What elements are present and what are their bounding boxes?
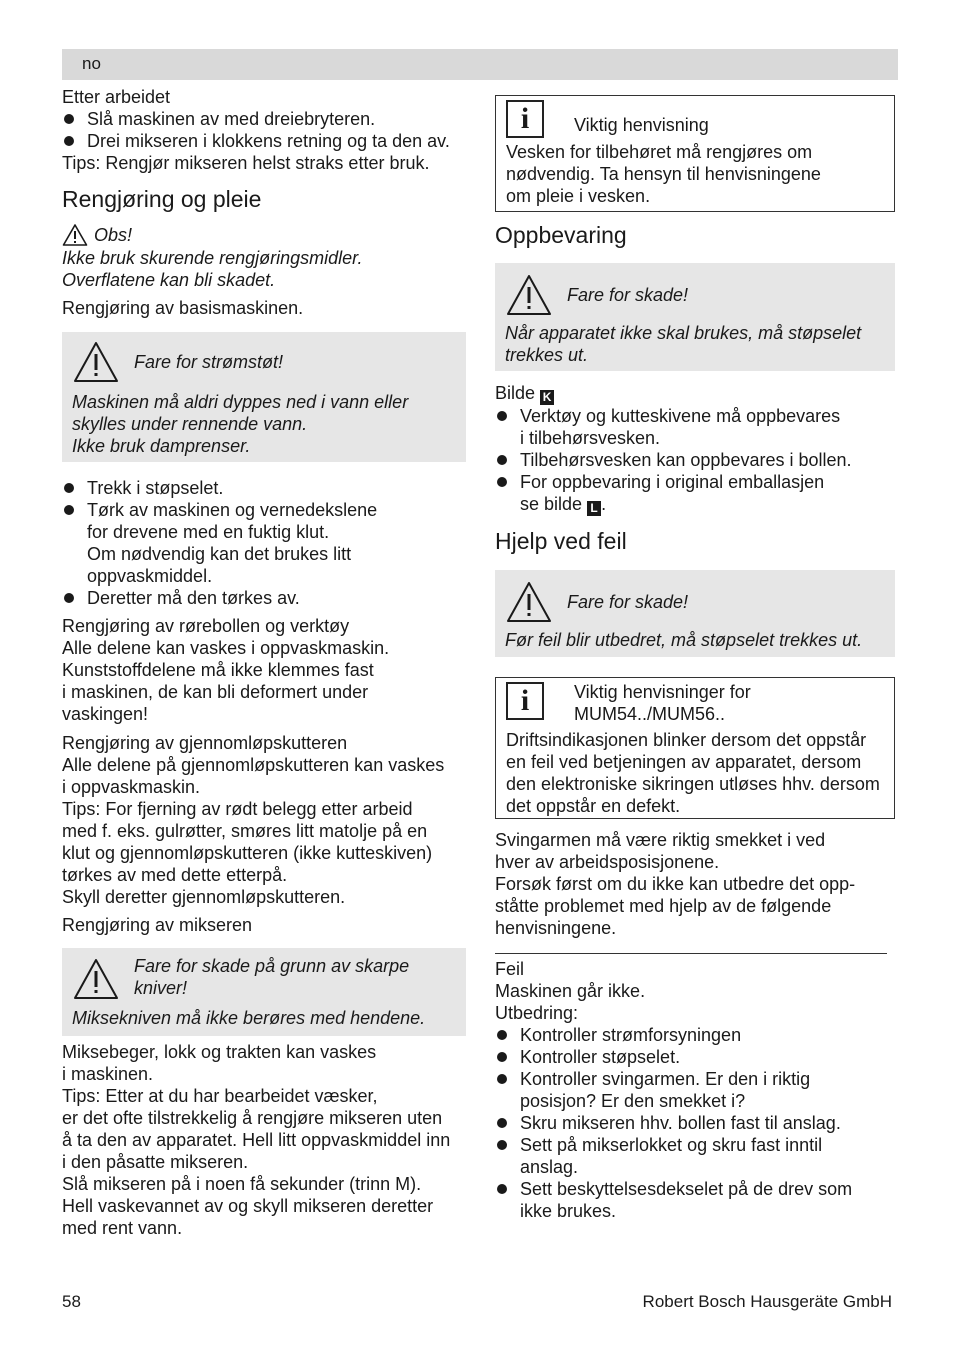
storage-list xyxy=(495,405,895,516)
base-machine-heading: Rengjøring av basismaskinen. xyxy=(62,298,304,318)
list-item: Sett beskyttelsesdekselet på de drev som ikke brukes. xyxy=(495,1178,895,1222)
list-item: Kontroller strømforsyningen xyxy=(495,1024,895,1046)
left-column: Etter arbeidet Slå maskinen av med dreiebryteren. Drei mikseren i klokkens retning og ta den av. Tips: Rengjør mikseren helst straks etter bruk. Rengjøring og pleie Obs! Ikke bruk skurende rengjøringsmidler. Overflatene kan bli skadet. Rengjøring av basismaskinen. Fare for strømstøt! Maskinen må aldri dyppes ned i vann eller skylles under rennende vann. Ikke bruk damprenser. Trekk i støpselet. Tørk av maskinen og vernedekslene for drevene med en fuktig klut. Om nødvendig kan det brukes litt oppvaskmiddel. Deretter må den tørkes av. Rengjøring av rørebollen og verktøy Alle delene kan vaskes i oppvaskmaskin. Kunststoffdelene må ikke klemmes fast i maskinen, de kan bli deformert under vaskingen! Rengjøring av gjennomløpskutteren Alle delene på gjennomløpskutteren kan vaskes i oppvaskmaskin. Tips: For fjerning av rødt belegg etter arbeid med f. eks. gulrøtter, smøres litt matolje på en klut og gjennomløpskutteren (ikke kutteskiven) tørkes av med dette etterpå. Skyll deretter gjennomløpskutteren. Rengjøring av mikseren Fare for skade på grunn av skarpe kniver! Miksekniven må ikke berøres med hendene. Miksebeger, lokk og trakten kan vaskes i maskinen. Tips: Etter at du har bearbeidet væsker, er det ofte tilstrekkelig å rengjøre mikseren uten å ta den av apparatet. Hell litt oppvaskmiddel inn i den påsatte mikseren. Slå mikseren på i noen få sekunder (trinn M). Hell vaskevannet av og skyll mikseren deretter med rent vann. xyxy=(62,86,466,1239)
warning-icon xyxy=(505,273,553,317)
picture-k-badge: K xyxy=(540,390,554,405)
warning-title: Fare for strømstøt! xyxy=(134,352,284,372)
divider xyxy=(495,953,887,954)
list-item: Skru mikseren hhv. bollen fast til anslag. xyxy=(495,1112,895,1134)
list-item: Slå maskinen av med dreiebryteren. xyxy=(62,108,466,130)
company-name: Robert Bosch Hausgeräte GmbH xyxy=(642,1292,892,1311)
mixer-heading: Rengjøring av mikseren xyxy=(62,915,253,935)
list-item: Tilbehørsvesken kan oppbevares i bollen. xyxy=(495,449,895,471)
warning-icon xyxy=(72,340,120,384)
list-item: Tørk av maskinen og vernedekslene for drevene med en fuktig klut. Om nødvendig kan det brukes litt oppvaskmiddel. xyxy=(62,499,466,587)
picture-l-badge: L xyxy=(587,501,601,516)
info-icon: i xyxy=(506,100,544,138)
knife-warning-box: Fare for skade på grunn av skarpe kniver! Miksekniven må ikke berøres med hendene. xyxy=(62,948,466,1036)
remedy-list xyxy=(495,1024,895,1222)
page-number: 58 xyxy=(62,1292,81,1311)
cutter-tip: Tips: For fjerning av rødt belegg etter arbeid xyxy=(62,799,413,819)
list-item: Verktøy og kutteskivene må oppbevares i tilbehørsvesken. xyxy=(495,405,895,449)
note-box: i Viktig henvisning Vesken for tilbehøret må rengjøres om nødvendig. Ta hensyn til henvisningene om pleie i vesken. xyxy=(495,95,895,212)
obs-line: Ikke bruk skurende rengjøringsmidler. xyxy=(62,248,363,268)
picture-ref: Bilde K xyxy=(495,382,895,405)
list-item: Kontroller støpselet. xyxy=(495,1046,895,1068)
warning-title: Fare for skade på grunn av skarpe kniver! xyxy=(134,956,410,998)
info-icon: i xyxy=(506,682,544,720)
help-warning-box: Fare for skade! Før feil blir utbedret, må støpselet trekkes ut. xyxy=(495,570,895,657)
warning-icon xyxy=(505,580,553,624)
cutter-heading: Rengjøring av gjennomløpskutteren xyxy=(62,733,348,753)
fault-label: Feil xyxy=(495,959,525,979)
right-column xyxy=(495,95,895,1222)
storage-heading: Oppbevaring xyxy=(495,222,627,248)
after-work-list xyxy=(62,108,466,152)
list-item: Deretter må den tørkes av. xyxy=(62,587,466,609)
obs-line: Overflatene kan bli skadet. xyxy=(62,270,276,290)
warning-icon xyxy=(62,223,88,247)
cleaning-heading: Rengjøring og pleie xyxy=(62,186,262,212)
list-item: Trekk i støpselet. xyxy=(62,477,466,499)
storage-warning-box: Fare for skade! Når apparatet ikke skal brukes, må støpselet trekkes ut. xyxy=(495,263,895,371)
bowl-heading: Rengjøring av rørebollen og verktøy xyxy=(62,616,350,636)
after-work-tip: Tips: Rengjør mikseren helst straks etter bruk. xyxy=(62,153,430,173)
warning-title: Fare for skade! xyxy=(567,285,689,305)
obs-note: Obs! xyxy=(62,223,466,247)
list-item: Kontroller svingarmen. Er den i riktig posisjon? Er den smekket i? xyxy=(495,1068,895,1112)
warning-title: Fare for skade! xyxy=(567,592,689,612)
arm-notice: Svingarmen må være riktig smekket i ved hver av arbeidsposisjonene. Forsøk først om du ikke kan utbedre det opp- ståtte problemet med hjelp av de følgende henvisningene. xyxy=(495,830,856,938)
note-title: Viktig henvisninger for MUM54../MUM56.. xyxy=(574,682,751,724)
list-item: For oppbevaring i original emballasjen se bilde L . xyxy=(495,471,895,516)
language-tab: no xyxy=(62,49,898,80)
remedy-label: Utbedring: xyxy=(495,1003,579,1023)
mum-note-box: i Viktig henvisninger for MUM54../MUM56.. Driftsindikasjonen blinker dersom det oppstår en feil ved betjeningen av apparatet, dersom den elektroniske sikringen utløses hhv. dersom det oppstår en defekt. xyxy=(495,677,895,819)
list-item: Drei mikseren i klokkens retning og ta den av. xyxy=(62,130,466,152)
list-item: Sett på mikserlokket og skru fast inntil anslag. xyxy=(495,1134,895,1178)
shock-warning-box: Fare for strømstøt! Maskinen må aldri dyppes ned i vann eller skylles under rennende vann. Ikke bruk damprenser. xyxy=(62,332,466,462)
base-cleaning-list xyxy=(62,477,466,609)
fault-text: Maskinen går ikke. xyxy=(495,981,646,1001)
warning-icon xyxy=(72,957,120,1001)
note-title: Viktig henvisning xyxy=(574,115,709,135)
help-heading: Hjelp ved feil xyxy=(495,528,627,554)
after-work-heading: Etter arbeidet xyxy=(62,87,171,107)
mixer-tip: Tips: Etter at du har bearbeidet væsker, xyxy=(62,1086,378,1106)
